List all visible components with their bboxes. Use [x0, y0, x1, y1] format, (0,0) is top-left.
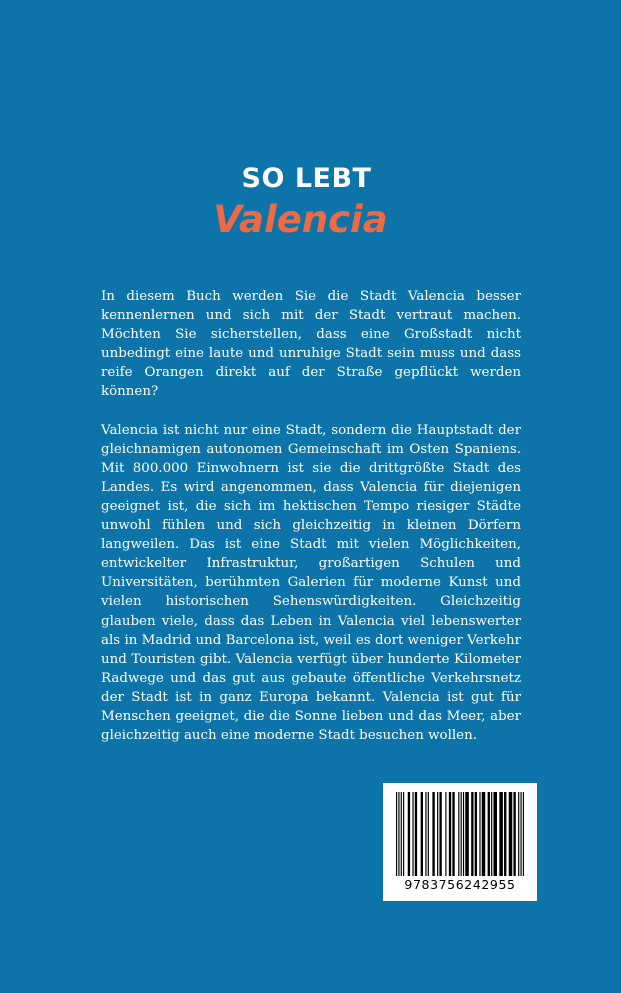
barcode-bars	[396, 792, 524, 876]
barcode-bar	[403, 792, 404, 876]
barcode-bar	[428, 792, 429, 876]
barcode-bar	[488, 792, 490, 876]
title-valencia: Valencia	[213, 198, 388, 241]
barcode-bar	[509, 792, 513, 876]
barcode-bar	[493, 792, 497, 876]
barcode-bar	[479, 792, 480, 876]
barcode-bar	[449, 792, 451, 876]
barcode-bar	[518, 792, 519, 876]
barcode-bar	[482, 792, 486, 876]
barcode-bar	[513, 792, 515, 876]
barcode-bar	[452, 792, 454, 876]
barcode-bar	[523, 792, 524, 876]
barcode-bar	[432, 792, 434, 876]
barcode-bar	[471, 792, 473, 876]
isbn-barcode	[383, 783, 537, 901]
barcode-bar	[491, 792, 492, 876]
barcode-bar	[437, 792, 438, 876]
barcode-bar	[461, 792, 462, 876]
barcode-bar	[415, 792, 417, 876]
barcode-bar	[499, 792, 503, 876]
title-block	[0, 160, 621, 242]
barcode-bar	[458, 792, 459, 876]
barcode-bar	[475, 792, 477, 876]
barcode-bar	[439, 792, 441, 876]
blurb-paragraph-2: Valencia ist nicht nur eine Stadt, sondern die Hauptstadt der gleichnamigen autonomen Gemeinschaft im Osten Spaniens. Mit 800.000 Einwohnern ist sie die drittgrößte Stadt des Landes. Es wird angenommen, dass Valencia für diejenigen geeignet ist, die sich im hektischen Tempo riesiger Städte unwohl fühlen und sich gleichzeitig in kleinen Dörfern langweilen. Das ist eine Stadt mit vielen Möglichkeiten, entwickelter Infrastruktur, großartigen Schulen und Universitäten, berühmten Galerien für moderne Kunst und vielen historischen Sehenswürdigkeiten. Gleichzeitig glauben viele, dass das Leben in Valencia viel lebenswerter als in Madrid und Barcelona ist, weil es dort weniger Verkehr und Touristen gibt. Valencia verfügt über hunderte Kilometer Radwege und das gut aus gebaute öffentliche Verkehrsnetz der Stadt ist in ganz Europa bekannt. Valencia ist gut für Menschen geeignet, die die Sonne lieben und das Meer, aber gleichzeitig auch eine moderne Stadt besuchen wollen.	[101, 422, 521, 744]
barcode-bar	[412, 792, 413, 876]
title-so-lebt: SO LEBT	[241, 163, 372, 194]
barcode-bar	[421, 792, 423, 876]
barcode-bar	[445, 792, 446, 876]
barcode-bar	[520, 792, 521, 876]
isbn-number: 9783756242955	[404, 877, 516, 892]
barcode-bar	[401, 792, 402, 876]
barcode-bar	[465, 792, 469, 876]
barcode-bar	[504, 792, 506, 876]
blurb-text	[101, 287, 521, 764]
barcode-bar	[396, 792, 397, 876]
barcode-bar	[463, 792, 464, 876]
barcode-bar	[408, 792, 410, 876]
blurb-paragraph-1: In diesem Buch werden Sie die Stadt Valencia besser kennenlernen und sich mit der Stadt vertraut machen. Möchten Sie sicherstellen, dass eine Großstadt nicht unbedingt eine laute und unruhige Stadt sein muss und dass reife Orangen direkt auf der Straße gepflückt werden können?	[101, 289, 521, 400]
barcode-bar	[398, 792, 399, 876]
barcode-bar	[425, 792, 426, 876]
